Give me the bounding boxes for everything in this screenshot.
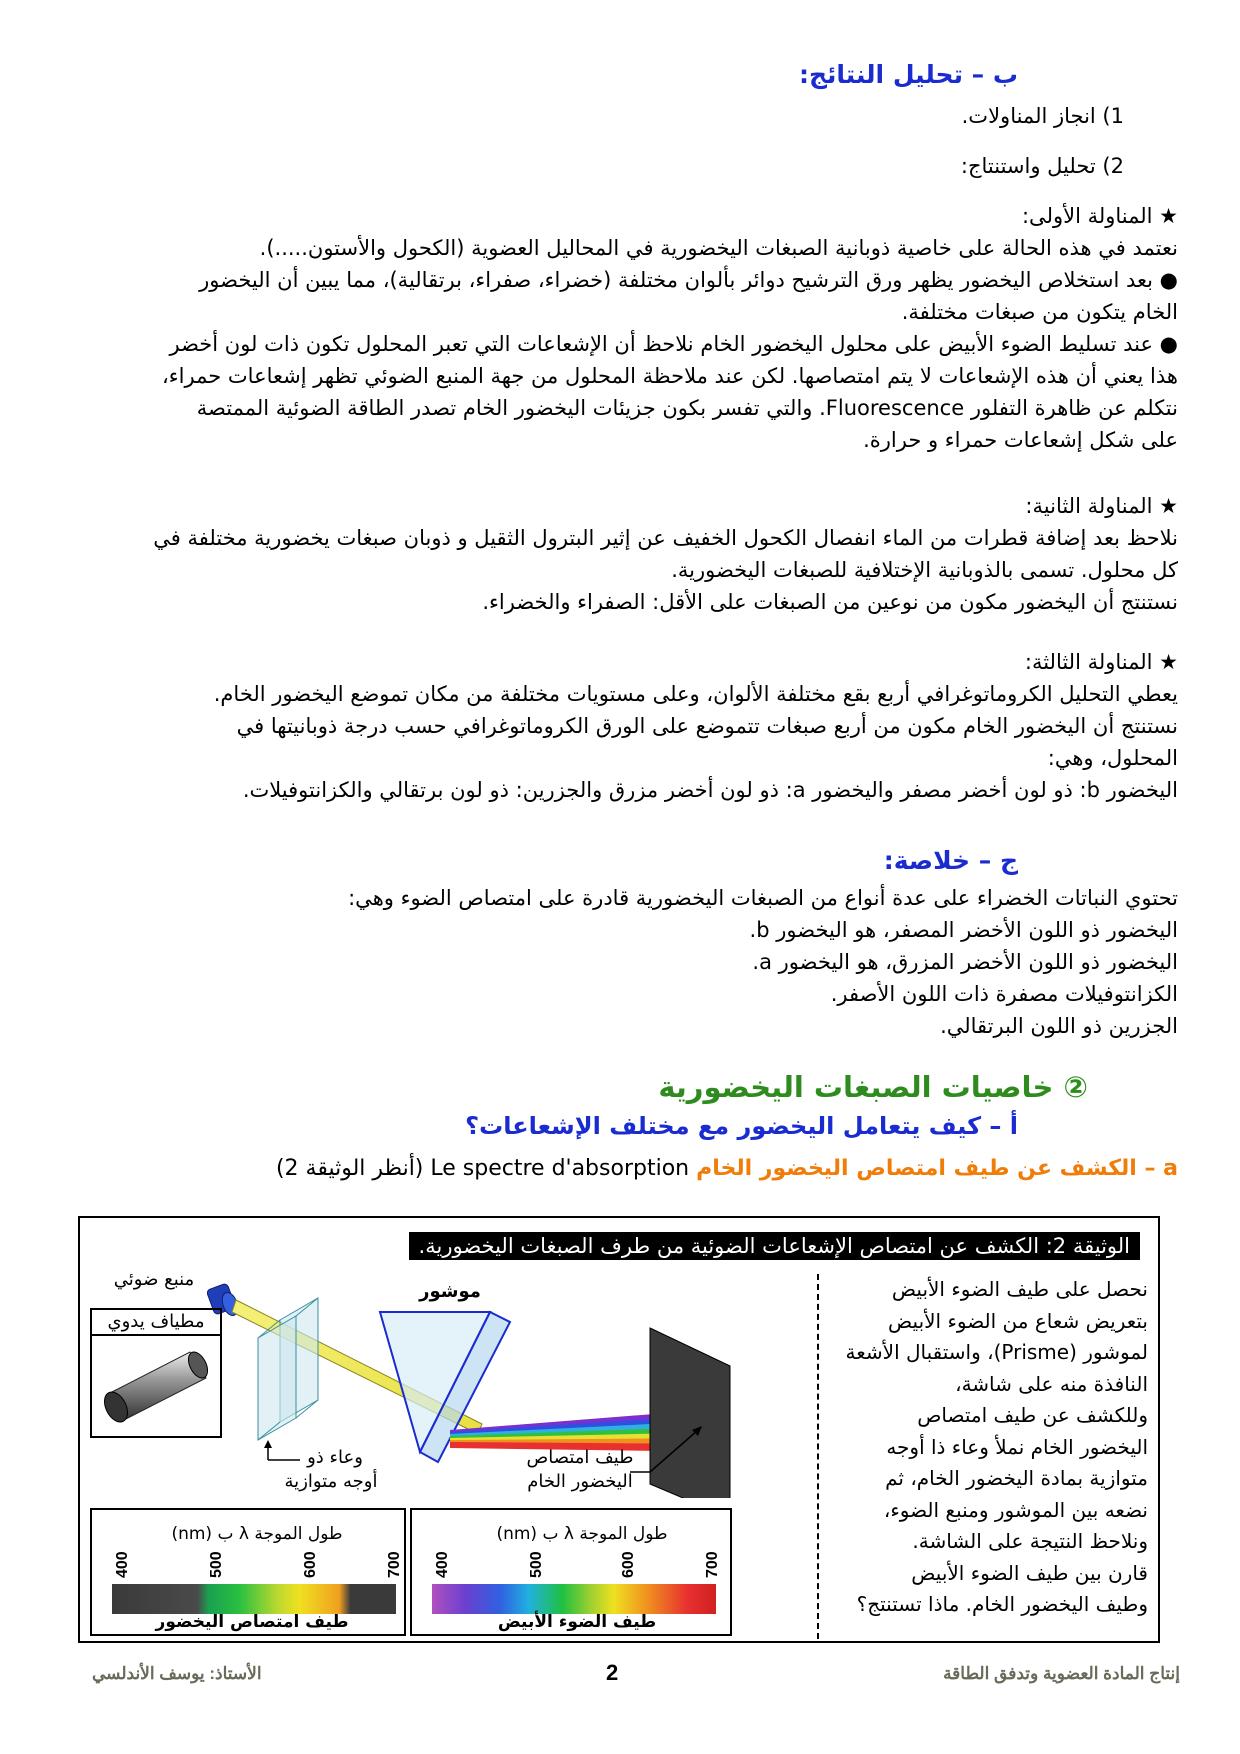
manipulation-3-line: نستنتج أن اليخضور الخام مكون من أربع صبغات تتموضع على الورق الكروماتوغرافي حسب درجة ذوبانيتها في	[236, 714, 1178, 738]
manipulation-2-line: كل محلول. تسمى بالذوبانية الإختلافية للصبغات اليخضورية.	[671, 558, 1178, 582]
absorption-spectrum-reference: Le spectre d'absorption (أنظر الوثيقة 2)	[275, 1156, 690, 1181]
doc-text-line: نحصل على طيف الضوء الأبيض	[891, 1277, 1148, 1301]
section-c-line: الكزانتوفيلات مصفرة ذات اللون الأصفر.	[830, 982, 1178, 1006]
section-c-line: اليخضور ذو اللون الأخضر المصفر، هو اليخضور b.	[749, 918, 1178, 942]
doc-text-line: بتعريض شعاع من الضوء الأبيض	[888, 1308, 1148, 1333]
section-c-title: ج – خلاصة:	[883, 846, 1018, 875]
absorption-wavelength-label: طول الموجة λ ب (nm)	[171, 1524, 343, 1544]
doc-text-line: وللكشف عن طيف امتصاص	[917, 1403, 1148, 1427]
white-tick: 700	[704, 1551, 721, 1578]
doc-text-line: لموشور (Prisme)، واستقبال الأشعة	[845, 1340, 1148, 1364]
section-c-line: تحتوي النباتات الخضراء على عدة أنواع من الصبغات اليخضورية قادرة على امتصاص الضوء وهي:	[348, 886, 1178, 910]
section-b-item-1: 1) انجاز المناولات.	[961, 104, 1124, 128]
doc-text-line: وطيف اليخضور الخام. ماذا تستنتج؟	[856, 1592, 1148, 1616]
section-2-item-a	[276, 1156, 1178, 1181]
manipulation-2	[58, 490, 1178, 618]
doc-text-line: متوازية بمادة اليخضور الخام، ثم	[885, 1466, 1148, 1490]
light-source-label: منبع ضوئي	[113, 1269, 195, 1290]
manipulation-1-line: الخام يتكون من صبغات مختلفة.	[901, 300, 1178, 324]
manipulation-1	[58, 200, 1178, 456]
manipulation-1-line: ● بعد استخلاص اليخضور يظهر ورق الترشيح دوائر بألوان مختلفة (خضراء، صفراء، برتقالية)، مما يبين أن اليخضور	[199, 268, 1178, 292]
manipulation-1-line: ● عند تسليط الضوء الأبيض على محلول اليخضور الخام نلاحظ أن الإشعاعات التي تعبر المحلول تكون ذات لون أخضر	[169, 332, 1178, 356]
white-tick: 600	[620, 1551, 637, 1578]
doc-text-line: النافذة منه على شاشة،	[955, 1371, 1148, 1396]
section-c-line: الجزرين ذو اللون البرتقالي.	[940, 1014, 1178, 1038]
manipulation-1-title: ★ المناولة الأولى:	[1021, 204, 1178, 228]
document-2-text	[818, 1274, 1148, 1621]
manipulation-3-line: يعطي التحليل الكروماتوغرافي أربع بقع مختلفة الألوان، وعلى مستويات مختلفة من مكان تموضع اليخضور الخام.	[213, 682, 1178, 706]
manipulation-2-line: نستنتج أن اليخضور مكون من نوعين من الصبغات على الأقل: الصفراء والخضراء.	[482, 590, 1178, 614]
doc-text-line: نضعه بين الموشور ومنبع الضوء،	[883, 1497, 1148, 1522]
section-c-line: اليخضور ذو اللون الأخضر المزرق، هو اليخضور a.	[752, 950, 1178, 974]
absorption-spectrum-heading: a – الكشف عن طيف امتصاص اليخضور الخام	[696, 1156, 1178, 1181]
absorption-tick: 700	[386, 1551, 403, 1578]
vessel-label-1: وعاء ذو	[307, 1447, 363, 1468]
absorption-tick: 500	[208, 1551, 225, 1578]
doc-text-line: اليخضور الخام نملأ وعاء ذا أوجه	[886, 1434, 1148, 1459]
white-spectrum-panel	[410, 1508, 732, 1636]
vessel-label-2: أوجه متوازية	[284, 1471, 378, 1492]
manipulation-1-line: على شكل إشعاعات حمراء و حرارة.	[863, 428, 1178, 452]
footer-teacher: الأستاذ: يوسف الأندلسي	[92, 1664, 262, 1683]
crude-spectrum-label-1: طيف امتصاص	[526, 1447, 634, 1468]
manipulation-2-line: نلاحظ بعد إضافة قطرات من الماء انفصال الكحول الخفيف عن إثير البترول الثقيل و ذوبان صبغات يخضورية مختلفة في	[153, 526, 1178, 550]
white-tick: 400	[434, 1551, 451, 1578]
spectroscope-icon	[98, 1344, 216, 1430]
absorption-spectrum-name: طيف امتصاص اليخضور	[155, 1612, 349, 1632]
manipulation-1-line: هذا يعني أن هذه الإشعاعات لا يتم امتصاصها. لكن عند ملاحظة المحلول من جهة المنبع الضوئي تظهر إشعاعات حمراء،	[162, 364, 1178, 388]
spectroscope-label: مطياف يدوي	[92, 1310, 220, 1336]
prism-label: موشور	[419, 1281, 481, 1302]
doc-text-line: ونلاحظ النتيجة على الشاشة.	[912, 1529, 1148, 1553]
white-spectrum-name: طيف الضوء الأبيض	[497, 1612, 657, 1632]
manipulation-3-title: ★ المناولة الثالثة:	[1024, 650, 1178, 674]
section-2-title: ② خاصيات الصبغات اليخضورية	[658, 1070, 1088, 1104]
white-tick: 500	[528, 1551, 545, 1578]
manipulation-3-line: المحلول، وهي:	[1047, 746, 1178, 770]
absorption-tick: 600	[302, 1551, 319, 1578]
manipulation-1-line: نتكلم عن ظاهرة التفلور Fluorescence. والتي تفسر بكون جزيئات اليخضور الخام تصدر الطاقة الضوئية الممتصة	[196, 396, 1178, 420]
manipulation-1-line: نعتمد في هذه الحالة على خاصية ذوبانية الصبغات اليخضورية في المحاليل العضوية (الكحول والأستون.....).	[259, 236, 1178, 260]
manipulation-2-title: ★ المناولة الثانية:	[1025, 494, 1178, 518]
page-number: 2	[606, 1660, 619, 1685]
document-2-title: الوثيقة 2: الكشف عن امتصاص الإشعاعات الضوئية من طرف الصبغات اليخضورية.	[409, 1232, 1140, 1260]
footer-course-title: إنتاج المادة العضوية وتدفق الطاقة	[943, 1664, 1180, 1683]
crude-spectrum-label-2: اليخضور الخام	[527, 1471, 633, 1492]
section-c-body	[58, 882, 1178, 1042]
absorption-spectrum-panel	[90, 1508, 406, 1636]
manipulation-3	[58, 646, 1178, 806]
absorption-tick: 400	[114, 1551, 131, 1578]
document-2	[78, 1216, 1160, 1643]
spectroscope-box	[90, 1308, 222, 1438]
section-b-title: ب – تحليل النتائج:	[798, 60, 1018, 89]
manipulation-3-line: اليخضور b: ذو لون أخضر مصفر واليخضور a: ذو لون أخضر مزرق والجزرين: ذو لون برتقالي والكزانتوفيلات.	[242, 778, 1178, 802]
screen-icon	[650, 1328, 730, 1498]
section-b-item-2: 2) تحليل واستنتاج:	[960, 154, 1124, 178]
doc-text-line: قارن بين طيف الضوء الأبيض	[911, 1560, 1148, 1585]
screen-label: شاشة	[662, 1311, 716, 1332]
white-wavelength-label: طول الموجة λ ب (nm)	[496, 1524, 668, 1544]
section-2-subtitle-a: أ – كيف يتعامل اليخضور مع مختلف الإشعاعات؟	[465, 1112, 1018, 1140]
